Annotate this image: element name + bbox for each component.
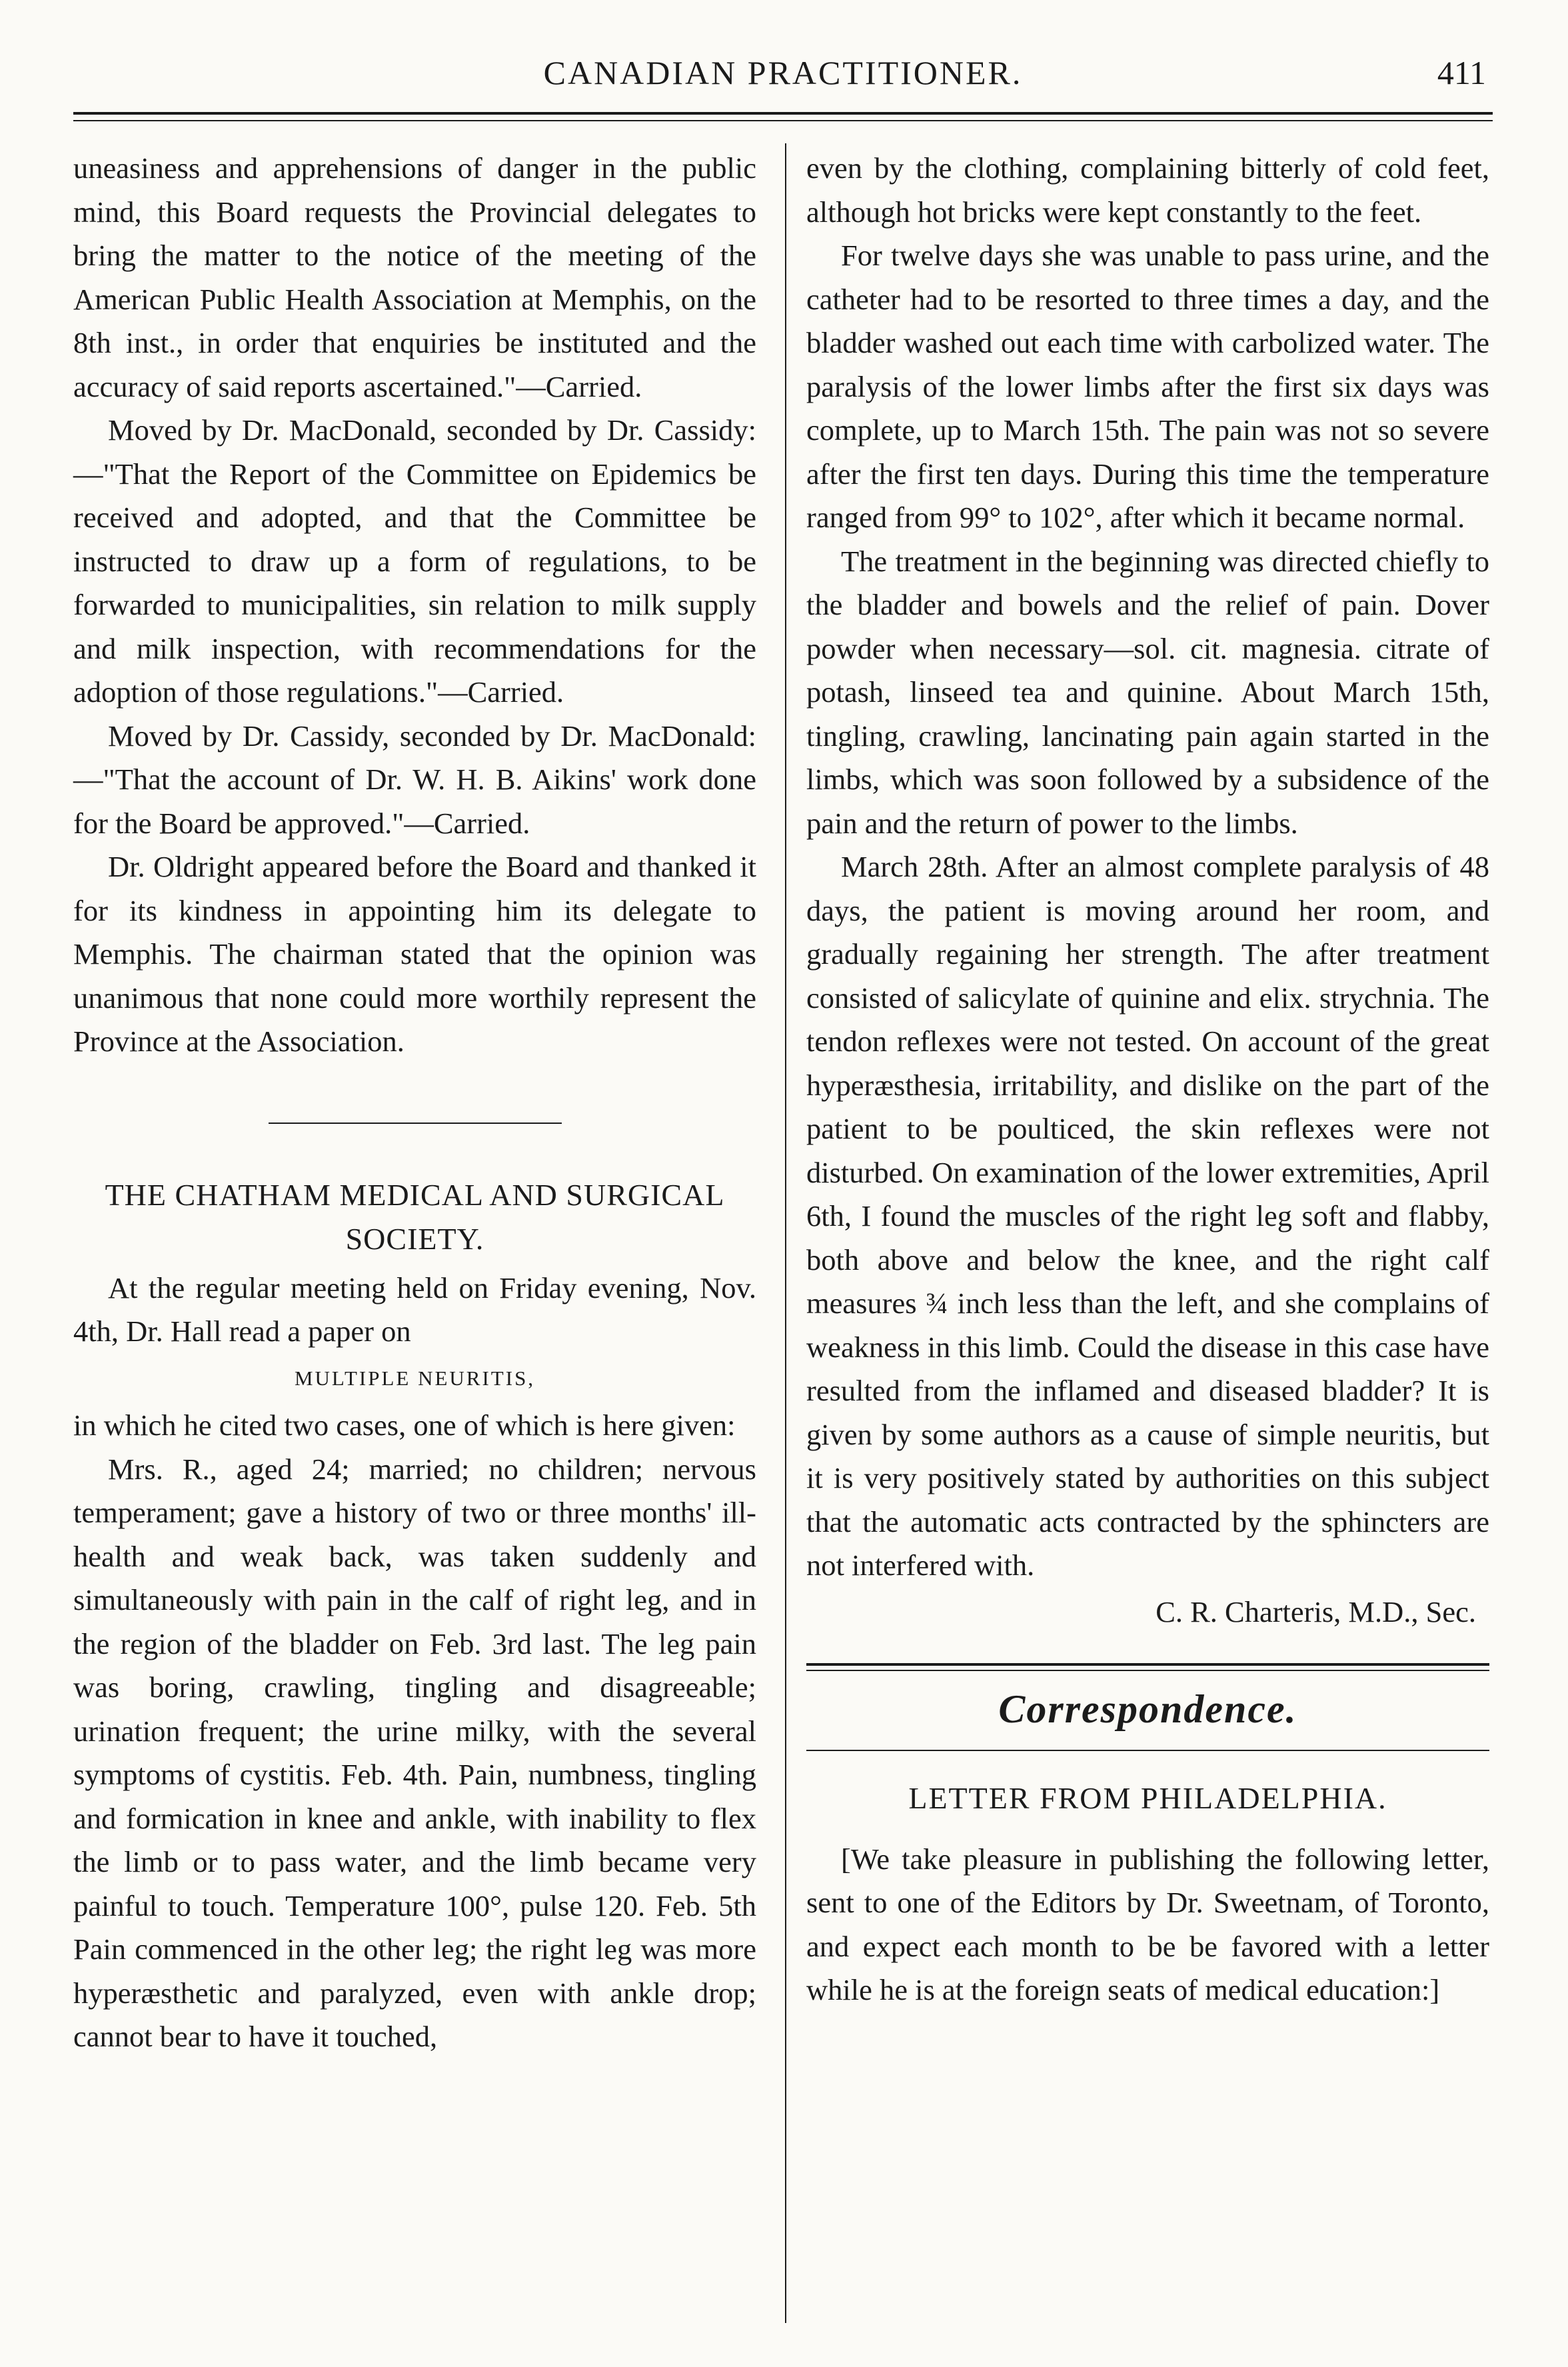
right-column — [806, 147, 1489, 2012]
section-separator — [269, 1123, 562, 1124]
paragraph: in which he cited two cases, one of which is here given: — [73, 1408, 736, 1442]
paragraph: Moved by Dr. MacDonald, seconded by Dr. Cassidy:—"That the Report of the Committee on Epidemics be received and adopted, and that the Committee be instructed to draw up a form of regulations, to be forwarded to municipalities, sin relation to milk supply and milk inspection, with recommendations for the adoption of those regulations."—Carried. — [73, 413, 756, 709]
paragraph: Dr. Oldright appeared before the Board and thanked it for its kindness in appointing him its delegate to Memphis. The chairman stated that the opinion was unanimous that none could more worthily represent the Province at the Association. — [73, 850, 756, 1058]
header-rule-thick — [73, 112, 1493, 115]
letter-title: LETTER FROM PHILADELPHIA. — [908, 1781, 1387, 1815]
paragraph: The treatment in the beginning was directed chiefly to the bladder and bowels and the relief of pain. Dover powder when necessary—sol. cit. magnesia. citrate of potash, linseed tea and quinine. About March 15th, tingling, crawling, lancinating pain again started in the limbs, which was soon followed by a subsidence of the pain and the return of power to the limbs. — [806, 544, 1489, 840]
correspondence-heading: Correspondence. — [998, 1687, 1297, 1731]
paragraph: For twelve days she was unable to pass urine, and the catheter had to be resorted to three times a day, and the bladder washed out each time with carbolized water. The paralysis of the lower limbs after the first six days was complete, up to March 15th. The pain was not so severe after the first ten days. During this time the temperature ranged from 99° to 102°, after which it became normal. — [806, 239, 1489, 534]
left-column — [73, 147, 756, 2059]
paragraph: Moved by Dr. Cassidy, seconded by Dr. MacDonald:—"That the account of Dr. W. H. B. Aikins' work done for the Board be approved."—Carried. — [73, 719, 756, 840]
signature: C. R. Charteris, M.D., Sec. — [1156, 1594, 1476, 1628]
paragraph: Mrs. R., aged 24; married; no children; nervous temperament; gave a history of two or three months' ill-health and weak back, was taken suddenly and simultaneously with pain in the calf of right leg, and in the region of the bladder on Feb. 3rd last. The leg pain was boring, crawling, tingling and disagreeable; urination frequent; the urine milky, with the several symptoms of cystitis. Feb. 4th. Pain, numbness, tingling and formication in knee and ankle, with inability to flex the limb or to pass water, and the limb became very painful to touch. Temperature 100°, pulse 120. Feb. 5th Pain commenced in the other leg; the right leg was more hyperæsthetic and paralyzed, even with ankle drop; cannot bear to have it touched, — [73, 1452, 756, 2053]
journal-title: CANADIAN PRACTITIONER. — [543, 54, 1023, 91]
paragraph: even by the clothing, complaining bitterly of cold feet, although hot bricks were kept constantly to the feet. — [806, 151, 1489, 229]
section-title: THE CHATHAM MEDICAL AND SURGICAL SOCIETY. — [105, 1177, 725, 1256]
column-divider — [785, 143, 786, 2323]
paragraph: March 28th. After an almost complete paralysis of 48 days, the patient is moving around her room, and gradually regaining her strength. The after treatment consisted of salicylate of quinine and elix. strychnia. The tendon reflexes were not tested. On account of the great hyperæsthesia, irritability, and dislike on the part of the patient to be poulticed, the skin reflexes were not disturbed. On examination of the lower extremities, April 6th, I found the muscles of the right leg soft and flabby, both above and below the knee, and the right calf measures ¾ inch less than the left, and she complains of weakness in this limb. Could the disease in this case have resulted from the inflamed and diseased bladder? It is given by some authors as a cause of simple neuritis, but it is very positively stated by authorities on this subject that the automatic acts contracted by the sphincters are not interfered with. — [806, 850, 1489, 1582]
header-rule-thin — [73, 120, 1493, 121]
page-header — [73, 47, 1493, 107]
page-number: 411 — [1437, 54, 1486, 91]
heading-rule — [806, 1750, 1489, 1751]
paragraph: uneasiness and apprehensions of danger in the public mind, this Board requests the Provincial delegates to bring the matter to the notice of the meeting of the American Public Health Association at Memphis, on the 8th inst., in order that enquiries be instituted and the accuracy of said reports ascertained."—Carried. — [73, 151, 756, 403]
section-double-rule — [806, 1663, 1489, 1671]
paragraph: [We take pleasure in publishing the following letter, sent to one of the Editors by Dr. Sweetnam, of Toronto, and expect each month to be be favored with a letter while he is at the foreign seats of medical education:] — [806, 1842, 1489, 2006]
paragraph: At the regular meeting held on Friday evening, Nov. 4th, Dr. Hall read a paper on — [73, 1270, 756, 1348]
subheading: MULTIPLE NEURITIS, — [294, 1366, 536, 1390]
